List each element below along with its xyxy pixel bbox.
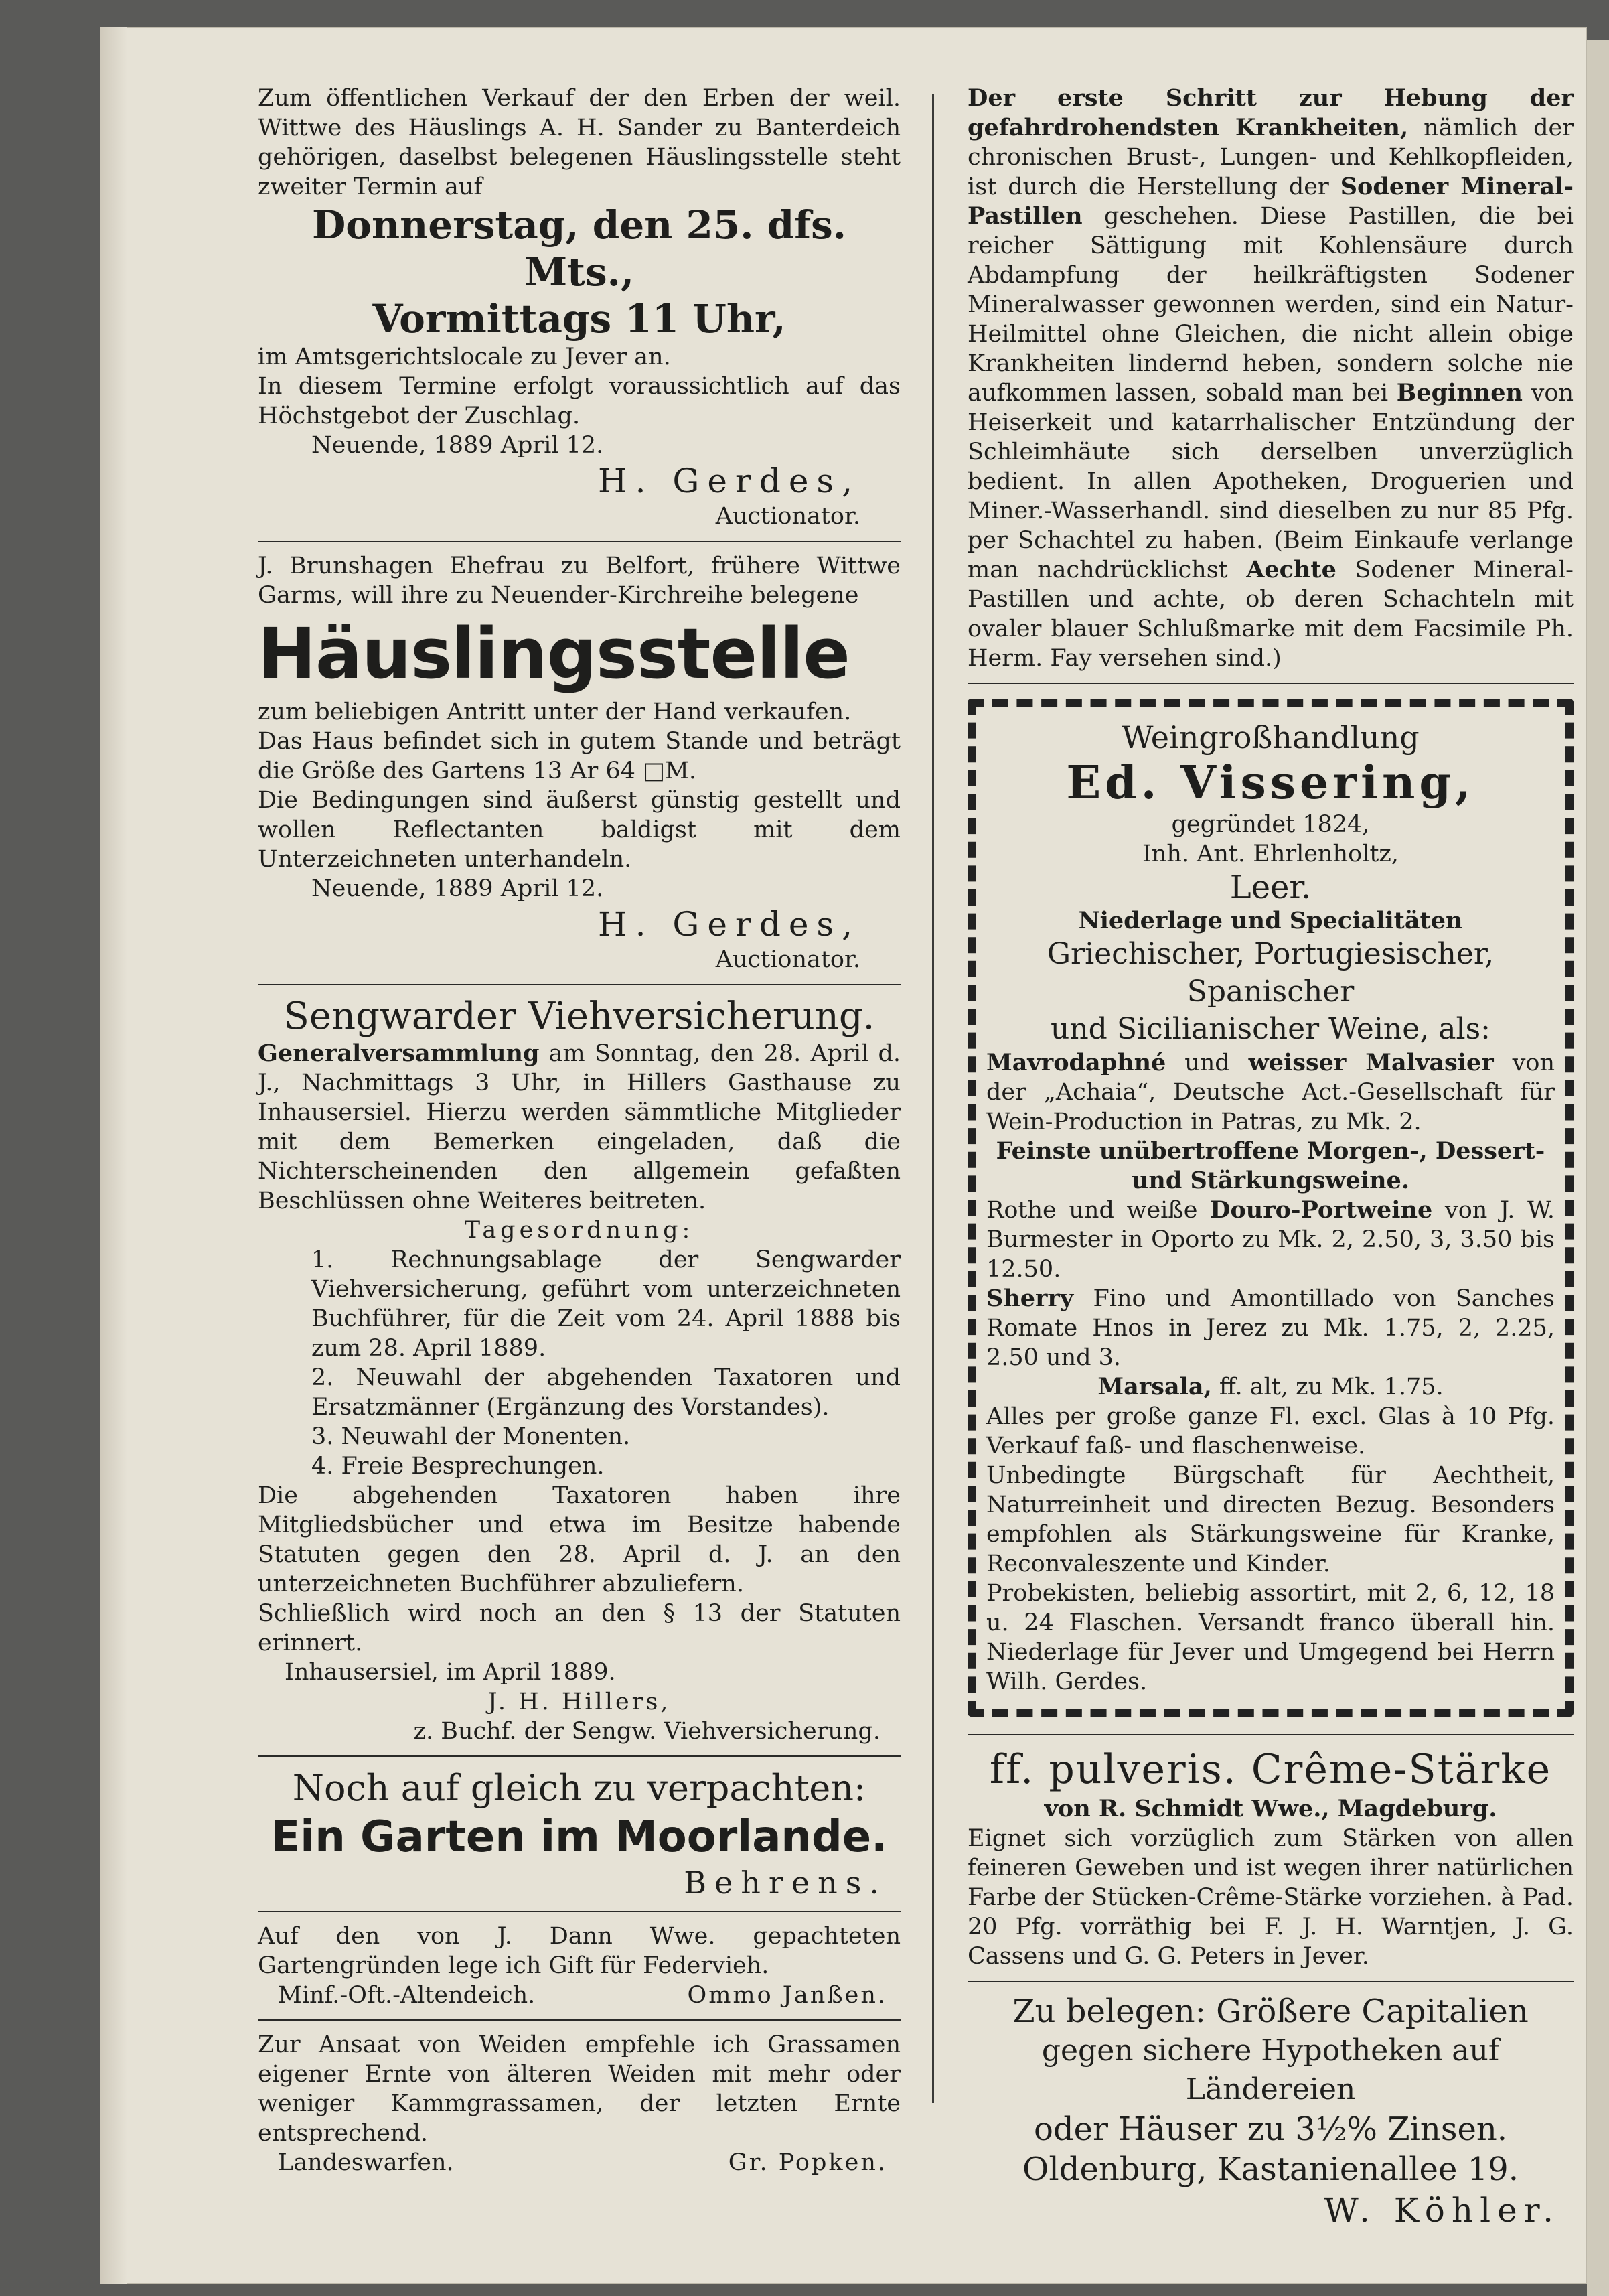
wine-p7: Unbedingte Bürgschaft für Aechtheit, Naturreinheit und directen Bezug. Besonders empfohlen als Stärkungsweine für Kranke, Reconvaleszente und Kinder.: [986, 1462, 1555, 1577]
soden-text2: geschehen. Diese Pastillen, die bei reicher Sättigung mit Kohlensäure durch Abdampfung der heilkräftigsten Sodener Mineralwasser gewonnen werden, sind ein Natur-Heilmittel ohne Gleichen, die nicht allein obige Krankheiten lindernd heben, sondern solche nie aufkommen lassen, sobald man bei: [968, 203, 1574, 407]
sale1-text: Zum öffentlichen Verkauf der den Erben der weil. Wittwe des Häuslings A. H. Sander zu Banterdeich gehörigen, daselbst belegenen Häuslingsstelle steht zweiter Termin auf: [258, 85, 901, 200]
insurance-notice: [258, 995, 901, 1746]
divider: [258, 984, 901, 985]
insurance-title: Sengwarder Viehversicherung.: [283, 995, 875, 1038]
divider: [258, 1755, 901, 1757]
sale2-role: Auctionator.: [715, 946, 860, 973]
agenda-item: 1. Rechnungsablage der Sengwarder Viehversicherung, geführt vom unterzeichneten Buchführer, für die Zeit vom 24. April 1888 bis zum 28. April 1889.: [311, 1246, 901, 1362]
soden-text3: von Heiserkeit und katarrhalischer Entzündung der Schleimhäute sich derselben unverzüglich bedient. In allen Apotheken, Droguerien und Miner.-Wasserhandl. sind dieselben zu nur 85 Pfg. per Schachtel zu haben. (Beim Einkaufe verlange man nachdrücklichst: [968, 380, 1574, 583]
starch-ad: [968, 1745, 1574, 1971]
seeds-place: Landeswarfen.: [278, 2149, 454, 2176]
wine-founded: gegründet 1824,: [1171, 811, 1370, 838]
seeds-notice: [258, 2030, 901, 2177]
poison-text: Auf den von J. Dann Wwe. gepachteten Gartengründen lege ich Gift für Federvieh.: [258, 1923, 901, 1979]
sale2-text2: zum beliebigen Antritt unter der Hand verkaufen.: [258, 699, 852, 725]
sale1-place: im Amtsgerichtslocale zu Jever an.: [258, 344, 671, 370]
soden-text4: Sodener Mineral-Pastillen und achte, ob deren Schachteln mit ovaler blauer Schlußmarke mit dem Facsimile Ph. Herm. Fay versehen sind.): [968, 557, 1574, 672]
insurance-text2: Die abgehenden Taxatoren haben ihre Mitgliedsbücher und etwa im Besitze habende Statuten gegen den 28. April d. J. an den unterzeichneten Buchführer abzuliefern.: [258, 1482, 901, 1597]
sale1-date: Neuende, 1889 April 12.: [311, 432, 604, 459]
starch-title: ff. pulveris. Crême-Stärke: [989, 1746, 1552, 1793]
wine-name: Ed. Vissering,: [1066, 756, 1475, 810]
sale2-headline: Häuslingsstelle: [258, 613, 850, 695]
agenda-item: 3. Neuwahl der Monenten.: [311, 1423, 631, 1450]
page-gutter-shadow: [100, 27, 127, 2284]
wine-sub: Niederlage und Specialitäten: [1078, 907, 1463, 934]
next-page-edge: [1587, 40, 1609, 2296]
wine-ad-box: [968, 699, 1574, 1717]
sale1-text2: In diesem Termine erfolgt voraussichtlich auf das Höchstgebot der Zuschlag.: [258, 373, 901, 429]
capital-line1: Zu belegen: Größere Capitalien: [1012, 1993, 1529, 2030]
seeds-signer: Gr. Popken.: [728, 2149, 887, 2176]
wine-city: Leer.: [1229, 869, 1312, 906]
wine-list1: Griechischer, Portugiesischer, Spanischer: [1047, 937, 1495, 1009]
agenda-title: Tagesordnung:: [464, 1217, 694, 1244]
wine-p1-bold2: weisser Malvasier: [1248, 1049, 1494, 1076]
sale2-date: Neuende, 1889 April 12.: [311, 875, 604, 902]
wine-p3-bold: Douro-Portweine: [1210, 1196, 1433, 1224]
sale-notice-2: [258, 551, 901, 975]
garden-notice: [258, 1766, 901, 1902]
garden-line2: Ein Garten im Moorlande.: [271, 1812, 888, 1862]
divider: [258, 2019, 901, 2021]
sale2-text3: Das Haus befindet sich in gutem Stande und beträgt die Größe des Gartens 13 Ar 64 □M.: [258, 728, 901, 784]
sale1-time-line: Vormittags 11 Uhr,: [372, 296, 786, 342]
agenda-item: 4. Freie Besprechungen.: [311, 1453, 605, 1480]
starch-by: von R. Schmidt Wwe., Magdeburg.: [1044, 1795, 1497, 1822]
divider: [968, 1734, 1574, 1735]
sale2-text4: Die Bedingungen sind äußerst günstig gestellt und wollen Reflectanten baldigst mit dem Unterzeichneten unterhandeln.: [258, 787, 901, 873]
sale-notice-1: [258, 84, 901, 531]
sale2-signer: H. Gerdes,: [598, 905, 860, 944]
divider: [258, 541, 901, 542]
soden-bold1: Der erste Schritt zur Hebung der gefahrdrohendsten Krankheiten,: [968, 84, 1574, 141]
column-divider: [932, 94, 934, 2103]
capital-line2: gegen sichere Hypotheken auf Ländereien: [1041, 2033, 1500, 2106]
wine-list2: und Sicilianischer Weine, als:: [1051, 1012, 1490, 1046]
sale1-signer: H. Gerdes,: [598, 461, 860, 500]
divider: [258, 1911, 901, 1912]
wine-p6: Alles per große ganze Fl. excl. Glas à 10 Pfg. Verkauf faß- und flaschenweise.: [986, 1403, 1555, 1459]
wine-p5-bold: Marsala,: [1097, 1373, 1212, 1401]
wine-p2: Feinste unübertroffene Morgen-, Dessert- und Stärkungsweine.: [996, 1137, 1545, 1194]
starch-text: Eignet sich vorzüglich zum Stärken von allen feineren Geweben und ist wegen ihrer natürlichen Farbe der Stücken-Crême-Stärke vorziehen. à Pad. 20 Pfg. vorräthig bei F. J. H. Warntjen, J. G. Cassens und G. G. Peters in Jever.: [968, 1825, 1574, 1970]
insurance-text-rest: am Sonntag, den 28. April d. J., Nachmittags 3 Uhr, in Hillers Gasthause zu Inhausersiel. Hierzu werden sämmtliche Mitglieder mit dem Bemerken eingeladen, daß die Nichterscheinenden den allgemein gefaßten Beschlüssen ohne Weiteres beitreten.: [258, 1040, 901, 1214]
wine-p8: Probekisten, beliebig assortirt, mit 2, 6, 12, 18 u. 24 Flaschen. Versandt franco überall hin. Niederlage für Jever und Umgegend bei Herrn Wilh. Gerdes.: [986, 1580, 1555, 1695]
poison-notice: [258, 1922, 901, 2010]
poison-signer: Ommo Janßen.: [687, 1982, 887, 2009]
left-column: [258, 84, 901, 2177]
capital-ad: [968, 1991, 1574, 2231]
divider: [968, 683, 1574, 684]
wine-p4-bold: Sherry: [986, 1285, 1074, 1312]
wine-owner: Inh. Ant. Ehrlenholtz,: [1142, 841, 1399, 867]
garden-line1: Noch auf gleich zu verpachten:: [292, 1767, 866, 1809]
sale1-date-line: Donnerstag, den 25. dfs. Mts.,: [311, 202, 846, 295]
poison-place: Minf.-Oft.-Altendeich.: [278, 1982, 536, 2009]
capital-line3: oder Häuser zu 3½% Zinsen.: [1033, 2110, 1508, 2148]
soden-text1: nämlich der chronischen Brust-, Lungen- und Kehlkopfleiden, ist durch die Herstellung der: [968, 115, 1574, 200]
garden-signer: Behrens.: [684, 1865, 887, 1901]
wine-p1-bold: Mavrodaphné: [986, 1049, 1166, 1076]
soden-ad: [968, 84, 1574, 673]
soden-bold2: Sodener Mineral-Pastillen: [968, 173, 1574, 230]
capital-line4: Oldenburg, Kastanienallee 19.: [1022, 2151, 1519, 2188]
right-column: [968, 84, 1574, 2231]
insurance-role: z. Buchf. der Sengw. Viehversicherung.: [413, 1718, 880, 1745]
wine-p1-mid: und: [1166, 1050, 1249, 1076]
soden-bold3: Beginnen: [1396, 379, 1523, 407]
insurance-text-bold: Generalversammlung: [258, 1039, 540, 1067]
capital-signer: W. Köhler.: [1324, 2191, 1560, 2230]
insurance-date: Inhausersiel, im April 1889.: [285, 1659, 616, 1686]
wine-p3-b: von J. W. Burmester in Oporto zu Mk. 2, 2.50, 3, 3.50 bis 12.50.: [986, 1197, 1555, 1283]
wine-p1-rest: von der „Achaia“, Deutsche Act.-Gesellschaft für Wein-Production in Patras, zu Mk. 2.: [986, 1050, 1555, 1135]
wine-head: Weingroßhandlung: [1122, 719, 1420, 756]
soden-bold4: Aechte: [1246, 556, 1336, 583]
agenda-item: 2. Neuwahl der abgehenden Taxatoren und Ersatzmänner (Ergänzung des Vorstandes).: [311, 1364, 901, 1421]
sale2-text: J. Brunshagen Ehefrau zu Belfort, frühere Wittwe Garms, will ihre zu Neuender-Kirchreihe belegene: [258, 553, 901, 609]
seeds-text: Zur Ansaat von Weiden empfehle ich Grassamen eigener Ernte von älteren Weiden mit mehr oder weniger Kammgrassamen, der letzten Ernte entsprechend.: [258, 2031, 901, 2147]
agenda-list: [258, 1245, 901, 1481]
divider: [968, 1981, 1574, 1982]
wine-p3-a: Rothe und weiße: [986, 1197, 1211, 1224]
insurance-text: [258, 1039, 901, 1216]
wine-p4: Fino und Amontillado von Sanches Romate Hnos in Jerez zu Mk. 1.75, 2, 2.25, 2.50 und 3.: [986, 1285, 1555, 1371]
insurance-text3: Schließlich wird noch an den § 13 der Statuten erinnert.: [258, 1600, 901, 1656]
wine-p5: ff. alt, zu Mk. 1.75.: [1211, 1374, 1444, 1401]
insurance-signer: J. H. Hillers,: [487, 1689, 671, 1715]
sale1-role: Auctionator.: [715, 503, 860, 530]
